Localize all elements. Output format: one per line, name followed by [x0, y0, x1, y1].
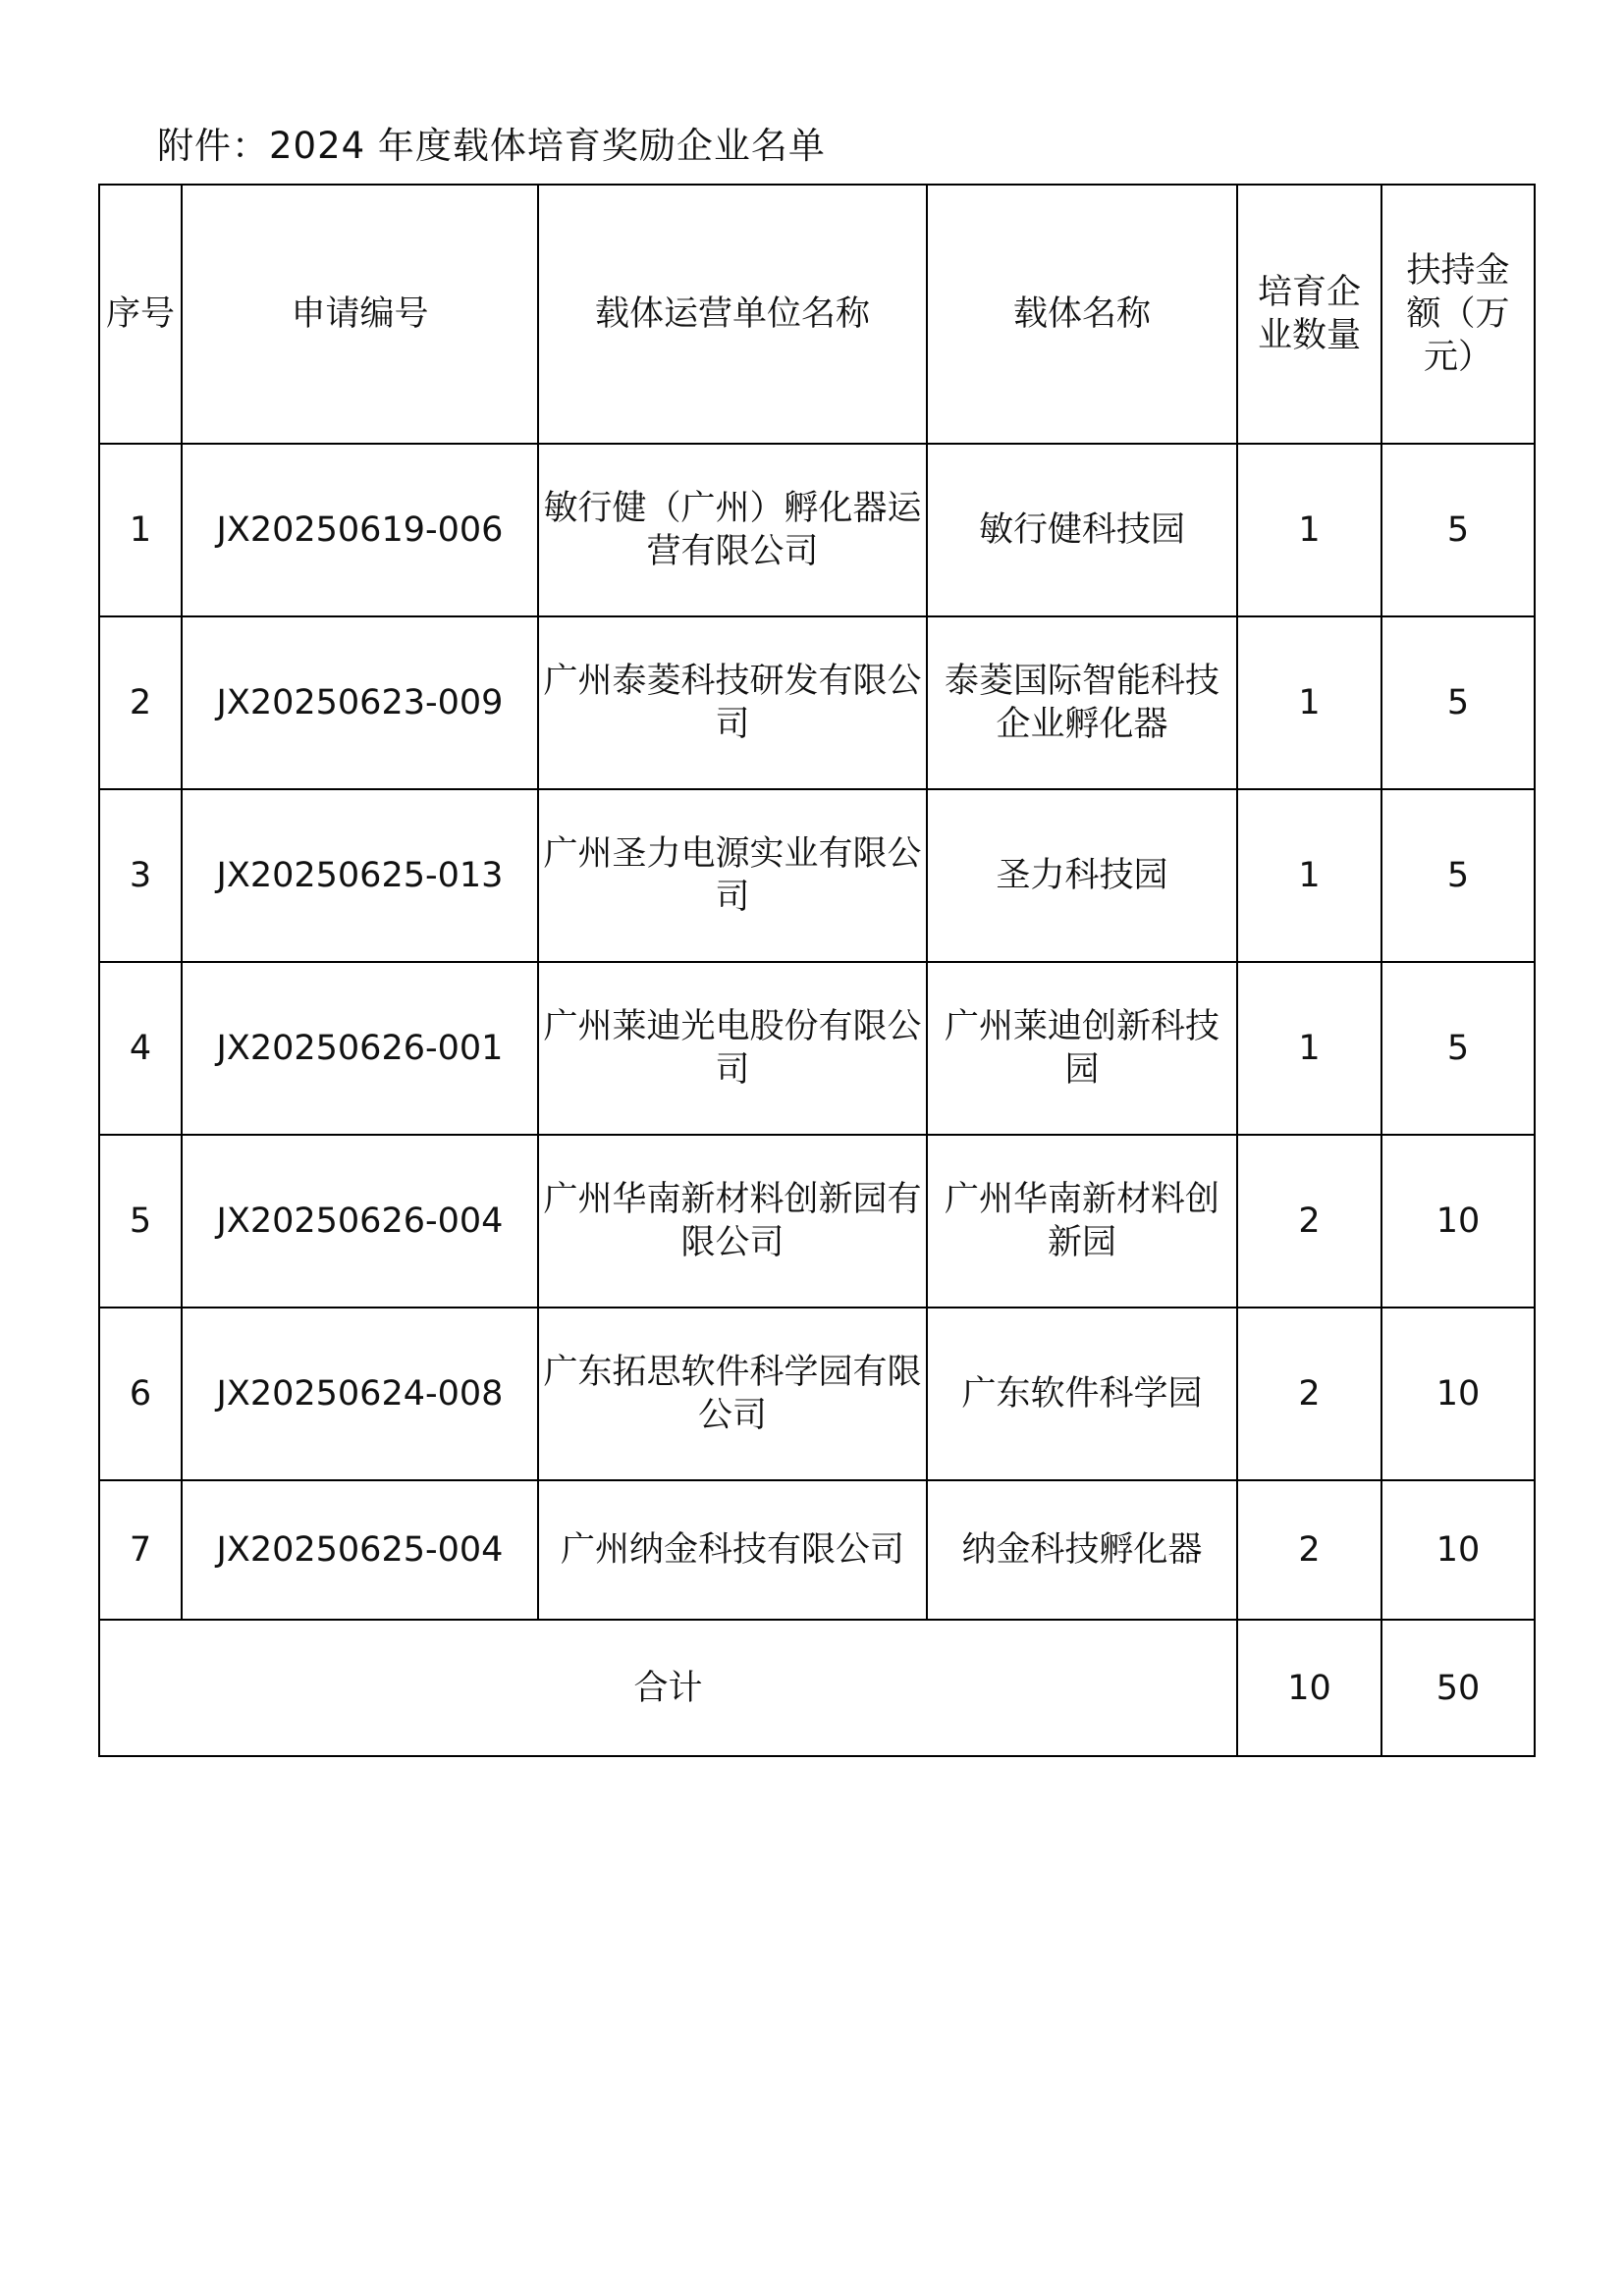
header-amount-line1: 扶持金 — [1406, 251, 1510, 291]
total-label: 合计 — [99, 1620, 1237, 1756]
cell-app-no: JX20250626-004 — [182, 1135, 538, 1308]
document-title: 附件：2024 年度载体培育奖励企业名单 — [157, 125, 826, 167]
table-row — [99, 616, 1535, 789]
cell-operator: 广州泰菱科技研发有限公司 — [538, 616, 927, 789]
cell-amount: 5 — [1381, 962, 1535, 1135]
cell-operator: 广州纳金科技有限公司 — [538, 1480, 927, 1620]
table-row — [99, 1135, 1535, 1308]
cell-carrier: 广州莱迪创新科技园 — [927, 962, 1237, 1135]
cell-operator: 敏行健（广州）孵化器运营有限公司 — [538, 444, 927, 616]
header-app-no: 申请编号 — [182, 185, 538, 444]
cell-count: 2 — [1237, 1135, 1381, 1308]
header-count-line2: 业数量 — [1257, 316, 1361, 355]
cell-seq: 1 — [99, 444, 182, 616]
cell-seq: 6 — [99, 1308, 182, 1480]
total-count: 10 — [1237, 1620, 1381, 1756]
total-row — [99, 1620, 1535, 1756]
cell-seq: 5 — [99, 1135, 182, 1308]
cell-app-no: JX20250626-001 — [182, 962, 538, 1135]
cell-seq: 7 — [99, 1480, 182, 1620]
cell-seq: 4 — [99, 962, 182, 1135]
cell-seq: 2 — [99, 616, 182, 789]
cell-amount: 10 — [1381, 1480, 1535, 1620]
cell-operator: 广东拓思软件科学园有限公司 — [538, 1308, 927, 1480]
cell-app-no: JX20250619-006 — [182, 444, 538, 616]
cell-amount: 10 — [1381, 1135, 1535, 1308]
cell-count: 1 — [1237, 789, 1381, 962]
cell-amount: 5 — [1381, 789, 1535, 962]
total-amount: 50 — [1381, 1620, 1535, 1756]
table-row — [99, 444, 1535, 616]
award-table — [98, 184, 1536, 1757]
cell-operator: 广州莱迪光电股份有限公司 — [538, 962, 927, 1135]
table-row — [99, 962, 1535, 1135]
header-count-line1: 培育企 — [1257, 273, 1361, 312]
cell-count: 1 — [1237, 962, 1381, 1135]
header-count-text — [1258, 271, 1361, 357]
cell-app-no: JX20250624-008 — [182, 1308, 538, 1480]
cell-app-no: JX20250623-009 — [182, 616, 538, 789]
cell-app-no: JX20250625-013 — [182, 789, 538, 962]
cell-app-no: JX20250625-004 — [182, 1480, 538, 1620]
cell-amount: 5 — [1381, 616, 1535, 789]
cell-count: 1 — [1237, 444, 1381, 616]
cell-count: 2 — [1237, 1308, 1381, 1480]
cell-amount: 5 — [1381, 444, 1535, 616]
cell-count: 2 — [1237, 1480, 1381, 1620]
header-amount-line3: 元） — [1423, 338, 1492, 377]
header-amount-text — [1406, 249, 1509, 379]
cell-carrier: 广州华南新材料创新园 — [927, 1135, 1237, 1308]
header-count — [1237, 185, 1381, 444]
cell-carrier: 纳金科技孵化器 — [927, 1480, 1237, 1620]
cell-carrier: 广东软件科学园 — [927, 1308, 1237, 1480]
table-header-row — [99, 185, 1535, 444]
table-row — [99, 1480, 1535, 1620]
header-carrier: 载体名称 — [927, 185, 1237, 444]
header-amount — [1381, 185, 1535, 444]
cell-count: 1 — [1237, 616, 1381, 789]
header-amount-line2: 额（万 — [1406, 294, 1510, 334]
cell-operator: 广州华南新材料创新园有限公司 — [538, 1135, 927, 1308]
cell-carrier: 泰菱国际智能科技企业孵化器 — [927, 616, 1237, 789]
cell-operator: 广州圣力电源实业有限公司 — [538, 789, 927, 962]
table-row — [99, 789, 1535, 962]
header-operator: 载体运营单位名称 — [538, 185, 927, 444]
cell-carrier: 敏行健科技园 — [927, 444, 1237, 616]
table-row — [99, 1308, 1535, 1480]
cell-seq: 3 — [99, 789, 182, 962]
cell-amount: 10 — [1381, 1308, 1535, 1480]
cell-carrier: 圣力科技园 — [927, 789, 1237, 962]
header-seq: 序号 — [99, 185, 182, 444]
